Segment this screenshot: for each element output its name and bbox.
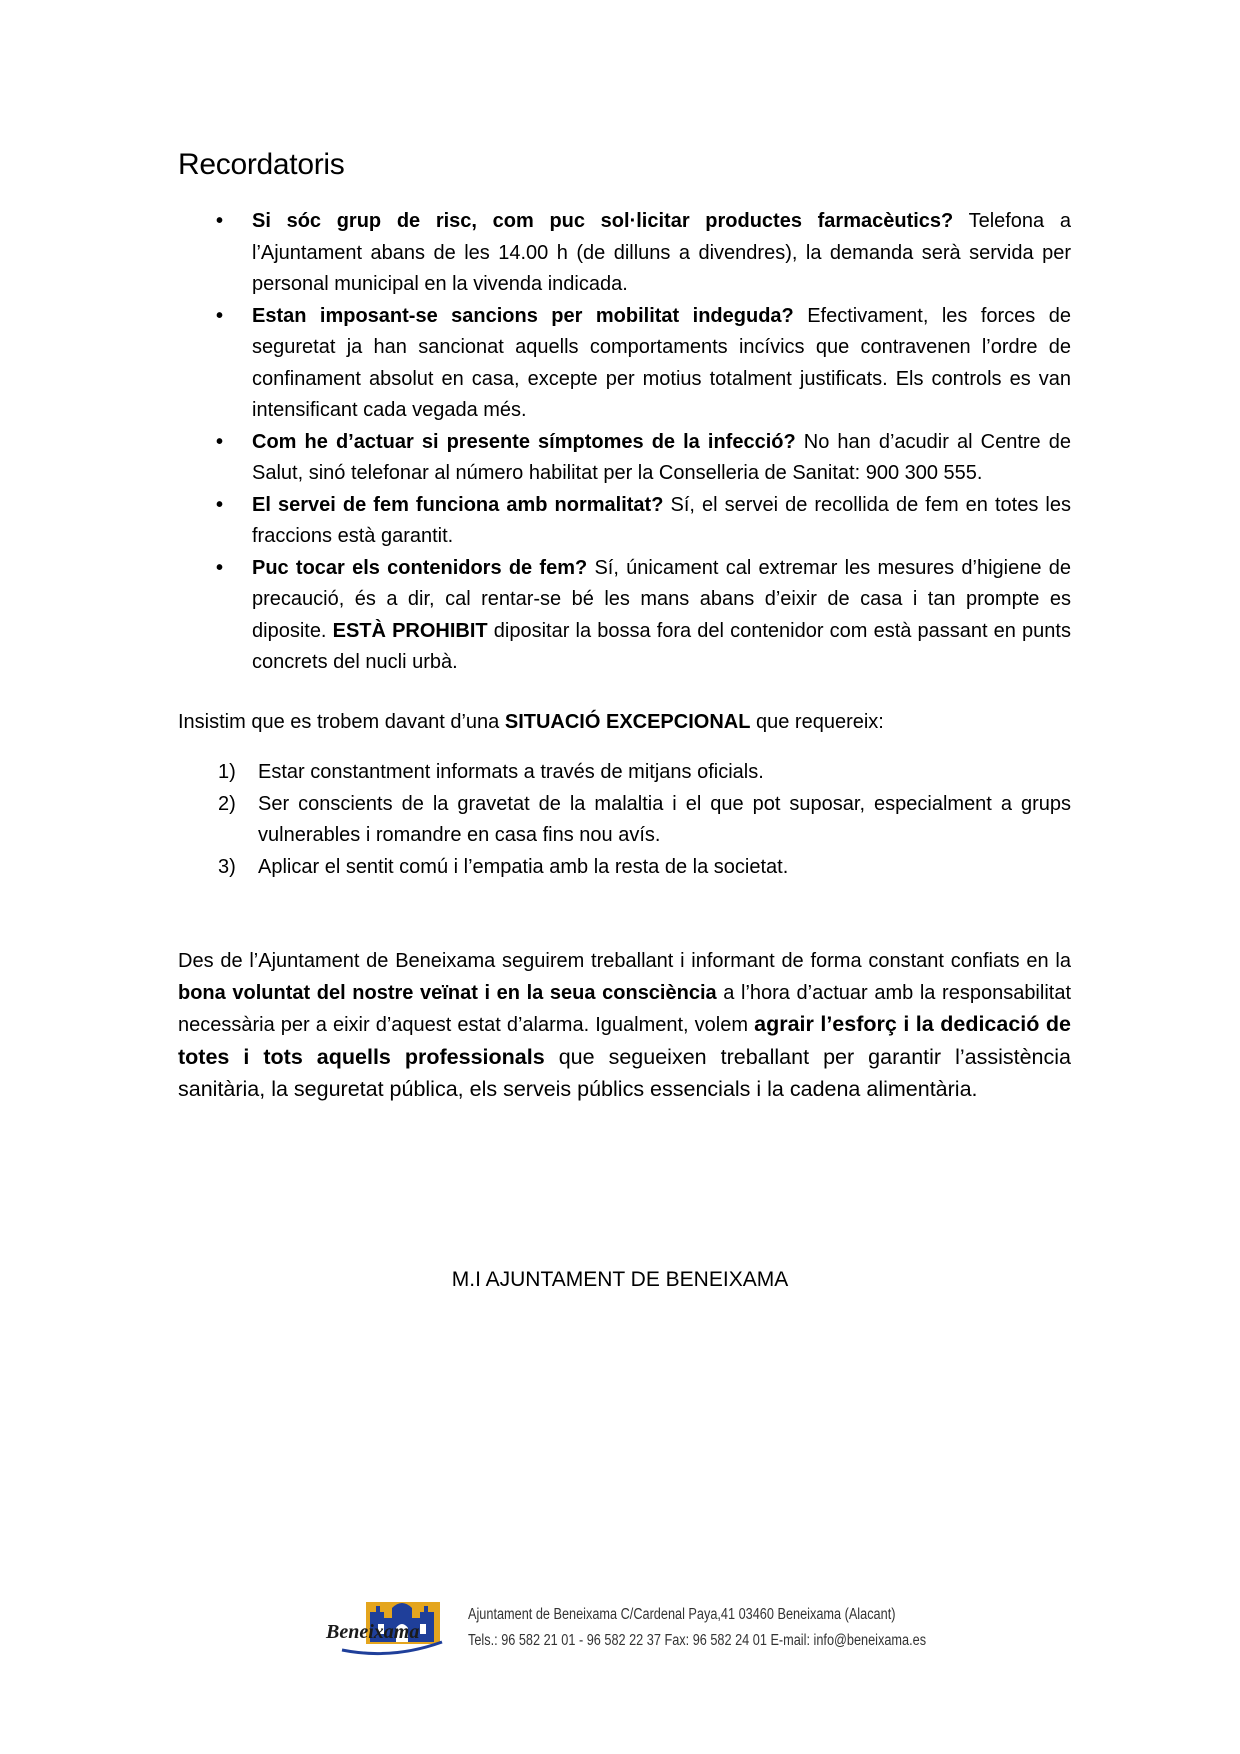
reminder-question: El servei de fem funciona amb normalitat? <box>252 493 664 516</box>
reminder-question: Puc tocar els contenidors de fem? <box>252 556 588 579</box>
town-logo <box>322 1598 446 1658</box>
logo-text: Beneixama <box>326 1621 420 1643</box>
list-item <box>178 789 1071 852</box>
letterhead-footer <box>322 1598 927 1658</box>
closing-paragraph <box>178 946 1071 1107</box>
closing-text: que segueixen treballant per garantir l’assistència sanitària, la seguretat pública, els serveis públics essencials i la cadena alimentària. <box>178 1044 1071 1101</box>
reminder-question: Si sóc grup de risc, com puc sol·licitar productes farmacèutics? <box>252 210 954 232</box>
closing-text: a l’hora d’actuar amb la responsabilitat necessària per a eixir d’aquest estat d’alarma. Igualment, volem <box>178 981 1072 1036</box>
footer-address: Ajuntament de Beneixama C/Cardenal Paya,41 03460 Beneixama (Alacant) <box>468 1606 896 1623</box>
reminder-answer: Efectivament, les forces de seguretat ja han sancionat aquells comportaments incívics que contravenen l’ordre de confinament absolut en casa, excepte per motius totalment justificats. Els controls es van intensificant cada vegada més. <box>252 304 1071 421</box>
reminder-answer-end: dipositar la bossa fora del contenidor com està passant en punts concrets del nucli urbà. <box>252 619 1071 673</box>
list-item <box>178 852 1071 884</box>
closing-emphasis: bona voluntat del nostre veïnat i en la seua consciència <box>178 981 717 1004</box>
bullet-glyph: • <box>216 210 224 232</box>
footer-contact <box>468 1602 927 1654</box>
item-number: 1) <box>218 761 236 783</box>
list-item <box>178 206 1071 301</box>
prohibition-emphasis: ESTÀ PROHIBIT <box>332 619 488 642</box>
closing-text: Des de l’Ajuntament de Beneixama seguirem treballant i informant de forma constant confiats en la <box>178 950 1071 972</box>
item-number: 2) <box>218 792 236 815</box>
closing-emphasis: agrair l’esforç i la dedicació de totes i tots aquells professionals <box>178 1012 1071 1069</box>
bullet-glyph: • <box>216 556 224 579</box>
reminder-answer: Telefona a l’Ajuntament abans de les 14.00 h (de dilluns a divendres), la demanda serà servida per personal municipal en la vivenda indicada. <box>252 210 1071 295</box>
item-text: Ser conscients de la gravetat de la malaltia i el que pot suposar, especialment a grups vulnerables i romandre en casa fins nou avís. <box>258 792 1071 846</box>
intro-text: Insistim que es trobem davant d’una <box>178 711 505 733</box>
reminder-question: Estan imposant-se sancions per mobilitat indeguda? <box>252 304 794 327</box>
reminder-answer: Sí, el servei de recollida de fem en totes les fraccions està garantit. <box>252 493 1071 547</box>
list-item <box>178 490 1071 553</box>
bullet-glyph: • <box>216 304 224 327</box>
list-item <box>178 553 1071 679</box>
list-item <box>178 427 1071 490</box>
intro-emphasis: SITUACIÓ EXCEPCIONAL <box>504 711 751 733</box>
reminder-question: Com he d’actuar si presente símptomes de la infecció? <box>252 430 796 453</box>
list-item <box>178 301 1071 427</box>
footer-phones: Tels.: 96 582 21 01 - 96 582 22 37 Fax: 96 582 24 01 E-mail: info@beneixama.es <box>468 1632 927 1649</box>
item-text: Estar constantment informats a través de mitjans oficials. <box>258 761 764 783</box>
item-number: 3) <box>218 855 236 878</box>
reminder-answer: Sí, únicament cal extremar les mesures d’higiene de precaució, és a dir, cal rentar-se bé les mans abans d’eixir de casa i tan prompte es diposite. <box>252 556 1071 642</box>
intro-text-end: que requereix: <box>750 711 884 733</box>
item-text: Aplicar el sentit comú i l’empatia amb la resta de la societat. <box>258 855 789 878</box>
section-heading: Recordatoris <box>178 148 345 181</box>
list-item <box>178 757 1071 789</box>
bullet-glyph: • <box>216 430 224 453</box>
reminders-list <box>178 206 1071 679</box>
requirements-list <box>178 757 1071 883</box>
intro-paragraph <box>178 707 1071 739</box>
reminder-answer: No han d’acudir al Centre de Salut, sinó telefonar al número habilitat per la Conselleria de Sanitat: 900 300 555. <box>252 430 1071 484</box>
signature: M.I AJUNTAMENT DE BENEIXAMA <box>451 1268 789 1291</box>
bullet-glyph: • <box>216 493 224 516</box>
